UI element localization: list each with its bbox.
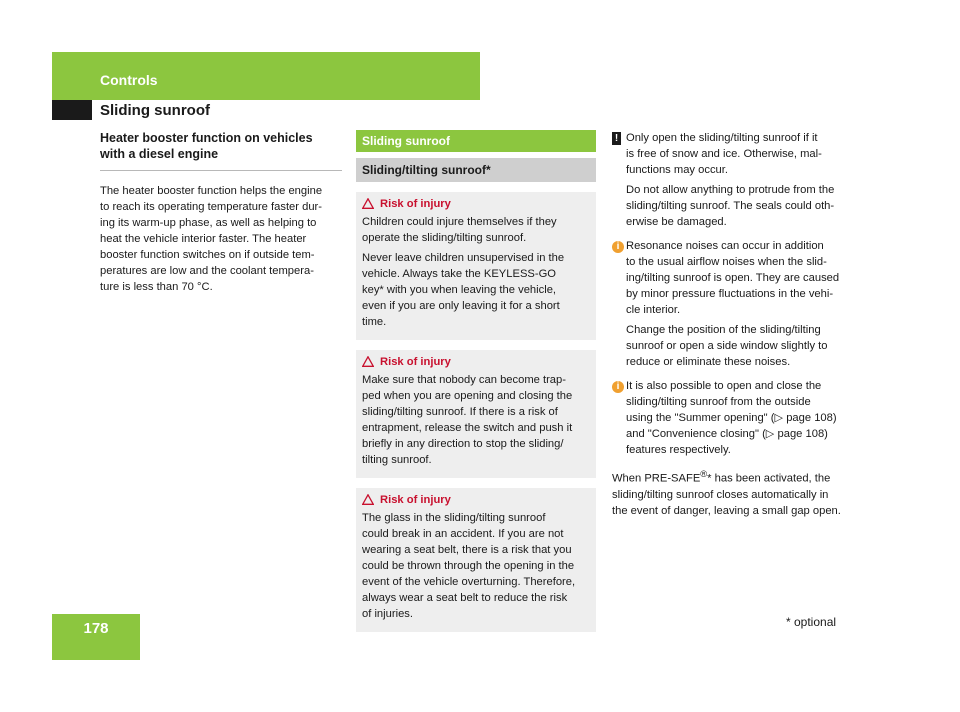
note-paragraph [626, 130, 834, 178]
text-line: peratures are low and the coolant tempera- [100, 265, 314, 277]
warning-box [356, 192, 596, 340]
text-line: is free of snow and ice. Otherwise, mal- [626, 148, 822, 160]
note-paragraph [626, 182, 834, 230]
note-paragraph [626, 238, 839, 318]
caution-note [612, 130, 856, 234]
pre-safe-paragraph [612, 466, 856, 519]
page-reference[interactable]: using the "Summer opening" (▷ page 108) [626, 412, 837, 424]
text-line: features respectively. [626, 444, 731, 456]
warning-box [356, 350, 596, 478]
text-line: ture is less than 70 °C. [100, 281, 213, 293]
page-reference[interactable]: and "Convenience closing" (▷ page 108) [626, 428, 828, 440]
warning-title: Risk of injury [380, 494, 451, 506]
info-note [612, 238, 856, 374]
text-line: functions may occur. [626, 164, 728, 176]
warning-heading [362, 492, 590, 508]
text-line: ped when you are opening and closing the [362, 390, 573, 402]
text-line: could be thrown through the opening in the [362, 560, 575, 572]
text-line: Do not allow anything to protrude from the [626, 184, 835, 196]
text-line: erwise be damaged. [626, 216, 727, 228]
subsection-bar: Sliding/tilting sunroof* [356, 158, 596, 182]
registered-mark: ® [700, 469, 708, 479]
text-line: tilting sunroof. [362, 454, 432, 466]
text-fragment: * has been activated, the [707, 472, 831, 485]
heading-line: with a diesel engine [100, 147, 219, 161]
warning-box [356, 488, 596, 632]
text-line: key* with you when leaving the vehicle, [362, 284, 557, 296]
text-line: sliding/tilting sunroof. If there is a risk of [362, 406, 558, 418]
text-line: to the usual airflow noises when the slid- [626, 256, 827, 268]
warning-paragraph [362, 250, 590, 330]
warning-heading [362, 196, 590, 212]
text-line: entrapment, release the switch and push it [362, 422, 573, 434]
text-line: could break in an accident. If you are not [362, 528, 564, 540]
text-line: always wear a seat belt to reduce the risk [362, 592, 568, 604]
text-line: operate the sliding/tilting sunroof. [362, 232, 527, 244]
heading-divider [100, 170, 342, 171]
notes-column [612, 130, 856, 523]
warning-paragraph [362, 510, 590, 622]
heater-booster-heading [100, 130, 342, 162]
warning-triangle-icon [362, 494, 374, 505]
title-marker [52, 100, 92, 120]
text-line: time. [362, 316, 387, 328]
text-line: sliding/tilting sunroof from the outside [626, 396, 811, 408]
text-line: of injuries. [362, 608, 413, 620]
note-paragraph [626, 322, 839, 370]
warning-triangle-icon [362, 356, 374, 367]
text-line: heat the vehicle interior faster. The heater [100, 233, 307, 245]
caution-icon: ! [612, 132, 621, 145]
text-line: ing/tilting sunroof is open. They are caused [626, 272, 840, 284]
text-line: Children could injure themselves if they [362, 216, 557, 228]
text-line: Make sure that nobody can become trap- [362, 374, 566, 386]
warning-triangle-icon [362, 198, 374, 209]
warning-title: Risk of injury [380, 356, 451, 368]
warning-title: Risk of injury [380, 198, 451, 210]
info-note [612, 378, 856, 462]
text-line: vehicle. Always take the KEYLESS-GO [362, 268, 557, 280]
text-line: cle interior. [626, 304, 681, 316]
text-line: briefly in any direction to stop the sliding/ [362, 438, 564, 450]
section-bar: Sliding sunroof [356, 130, 596, 152]
text-line: ing its warm-up phase, as well as helping to [100, 217, 317, 229]
warning-heading [362, 354, 590, 370]
note-paragraph [626, 378, 837, 458]
text-line: even if you are only leaving it for a short [362, 300, 560, 312]
warning-paragraph [362, 214, 590, 246]
text-line: The glass in the sliding/tilting sunroof [362, 512, 546, 524]
text-line: Never leave children unsupervised in the [362, 252, 565, 264]
warning-paragraph [362, 372, 590, 468]
text-line: Only open the sliding/tilting sunroof if it [626, 132, 818, 144]
text-line: to reach its operating temperature faster dur- [100, 201, 322, 213]
heading-line: Heater booster function on vehicles [100, 131, 313, 145]
info-icon: i [612, 381, 624, 393]
text-line: sliding/tilting sunroof. The seals could oth- [626, 200, 835, 212]
text-line: by minor pressure fluctuations in the vehi- [626, 288, 834, 300]
text-line: Change the position of the sliding/tilting [626, 324, 821, 336]
text-line: It is also possible to open and close the [626, 380, 822, 392]
footnote: * optional [786, 615, 837, 629]
info-icon: i [612, 241, 624, 253]
text-line: wearing a seat belt, there is a risk that you [362, 544, 572, 556]
page-number: 178 [83, 620, 109, 637]
text-line: The heater booster function helps the engine [100, 185, 323, 197]
text-line: Resonance noises can occur in addition [626, 240, 824, 252]
text-line: sliding/tilting sunroof closes automatically in [612, 488, 829, 501]
text-line: event of the vehicle overturning. Therefore, [362, 576, 576, 588]
heater-booster-body [100, 183, 342, 295]
text-line: reduce or eliminate these noises. [626, 356, 791, 368]
section-title: Controls [100, 72, 158, 88]
text-line: booster function switches on if outside tem- [100, 249, 315, 261]
sliding-sunroof-column [356, 130, 596, 632]
text-line: sunroof or open a side window slightly to [626, 340, 828, 352]
text-line: the event of danger, leaving a small gap open. [612, 504, 841, 517]
heater-booster-column [100, 130, 342, 295]
text-fragment: When PRE-SAFE [612, 472, 701, 485]
page-title: Sliding sunroof [100, 102, 210, 119]
